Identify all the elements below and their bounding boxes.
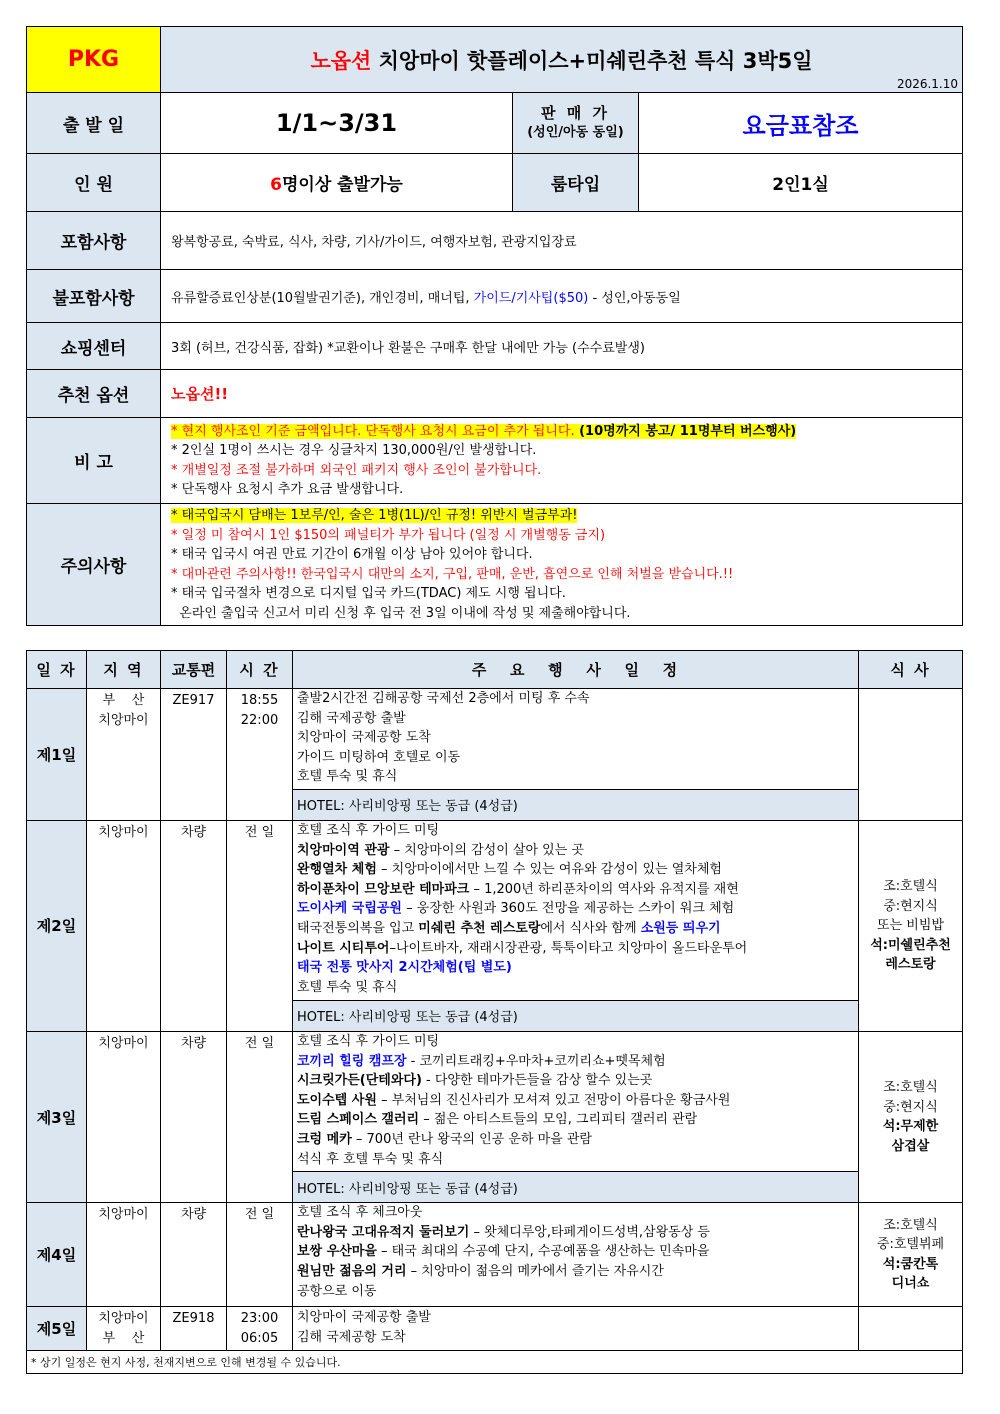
remarks-label: 비 고	[27, 418, 161, 504]
day1-time-1: 18:55	[240, 693, 279, 708]
day4-activity-3-desc: – 태국 최대의 수공예 단지, 수공예품을 생산하는 민속마을	[376, 1244, 710, 1260]
day1-activity-3: 치앙마이 국제공항 도착	[297, 730, 431, 746]
day4-activity-5: 공항으로 이동	[297, 1283, 377, 1299]
day3-region: 치앙마이	[87, 1031, 161, 1202]
day1-region-2: 치앙마이	[98, 713, 149, 728]
caution-1	[171, 506, 962, 526]
shopping-value: 3회 (허브, 건강식품, 잡화) *교환이나 환불은 구매후 한달 내에만 가능 (수수료발생)	[161, 323, 963, 370]
day3-activity-2	[297, 1052, 854, 1072]
caution-content	[161, 504, 963, 626]
day2-activity-7-desc: –나이트바자, 재래시장관광, 툭툭이타고 치앙마이 올드타운투어	[389, 940, 748, 956]
day3-meal-4: 삼겹살	[891, 1138, 930, 1154]
document-date: 2026.1.10	[896, 77, 959, 91]
remark-1-highlight: * 현지 행사조인 기준 금액입니다. 단독행사 요청시 요금이 추가 됩니다.	[171, 423, 575, 439]
col-schedule-header: 주 요 행 사 일 정	[293, 651, 859, 689]
day1-region-1: 부 산	[102, 693, 145, 708]
day2-region: 치앙마이	[87, 820, 161, 1031]
day3-activity-6	[297, 1130, 854, 1150]
day5-label: 제5일	[27, 1307, 87, 1351]
day3-meal-1: 조:호텔식	[883, 1080, 938, 1096]
day3-activity-6-title: 크렁 메카	[297, 1131, 352, 1147]
price-label: 판 매 가	[541, 104, 610, 122]
day5-activity-2: 김해 국제공항 도착	[297, 1329, 406, 1345]
departure-value: 1/1~3/31	[161, 93, 513, 154]
day3-activity-4	[297, 1091, 854, 1111]
day5-region-2: 부 산	[102, 1330, 145, 1346]
day5-activity-1: 치앙마이 국제공항 출발	[297, 1310, 431, 1326]
day2-activities	[293, 820, 859, 1000]
col-meal-header: 식 사	[859, 651, 963, 689]
day4-meal-1: 조:호텔식	[883, 1217, 938, 1233]
day2-activity-3-title: 완행열차 체험	[297, 862, 377, 878]
day4-activity-4-desc: – 치앙마이 젊음의 메카에서 즐기는 자유시간	[406, 1263, 664, 1279]
caution-4: * 대마관련 주의사항!! 한국입국시 대만의 소지, 구입, 판매, 운반, 흡연으로 인해 처벌을 받습니다.!!	[171, 566, 734, 582]
day4-meal-2: 중:호텔뷔페	[876, 1237, 945, 1253]
day2-activity-6-c: 에서 식사와 함께	[540, 920, 641, 936]
caution-5: * 태국 입국절차 변경으로 디지털 입국 카드(TDAC) 제도 시행 됩니다.	[171, 586, 566, 601]
day1-time	[227, 689, 293, 821]
col-transport-header: 교통편	[161, 651, 227, 689]
day4-activity-2-title: 란나왕국 고대유적지 둘러보기	[297, 1224, 470, 1240]
room-label: 룸타입	[513, 154, 639, 212]
day2-label: 제2일	[27, 820, 87, 1031]
pkg-badge: PKG	[27, 27, 161, 93]
day4-activity-3-title: 보쌍 우산마을	[297, 1244, 377, 1260]
day3-time: 전 일	[227, 1031, 293, 1202]
day2-activity-5-desc: – 웅장한 사원과 360도 전망을 제공하는 스카이 워크 체험	[402, 901, 735, 917]
day2-row	[27, 820, 963, 1000]
tour-title-text: 치앙마이 핫플레이스+미쉐린추천 특식 3박5일	[371, 48, 813, 73]
day2-activity-2	[297, 841, 854, 861]
day2-meal-1: 조:호텔식	[883, 879, 938, 895]
day2-activity-7	[297, 939, 854, 959]
day3-activities	[293, 1031, 859, 1171]
day1-activity-5: 호텔 투숙 및 휴식	[297, 769, 398, 785]
day2-activity-2-title: 치앙마이역 관광	[297, 842, 390, 858]
header-row	[27, 27, 963, 93]
col-region-header: 지 역	[87, 651, 161, 689]
day2-activity-4-desc: – 1,200년 하리푼차이의 역사와 유적지를 재현	[469, 881, 739, 897]
day1-hotel: HOTEL: 사리비앙핑 또는 동급 (4성급)	[293, 789, 859, 820]
people-value	[161, 154, 513, 212]
day3-meal-2: 중:현지식	[883, 1099, 938, 1115]
day4-transport: 차량	[161, 1203, 227, 1307]
day2-activity-2-desc: – 치앙마이의 감성이 살아 있는 곳	[389, 842, 584, 858]
day2-meal-3: 또는 비빔밥	[877, 918, 944, 934]
caution-2: * 일정 미 참여시 1인 $150의 패널티가 부가 됩니다 (일정 시 개별행동 금지)	[171, 527, 606, 543]
shopping-label: 쇼핑센터	[27, 323, 161, 370]
itinerary-table	[26, 650, 963, 1374]
day2-activity-5-title: 도이사케 국립공원	[297, 901, 402, 917]
day5-time	[227, 1307, 293, 1351]
shopping-row	[27, 323, 963, 370]
day4-meal	[859, 1203, 963, 1307]
day2-meal-2: 중:현지식	[883, 898, 938, 914]
day1-meal	[859, 689, 963, 821]
day3-activity-5	[297, 1110, 854, 1130]
day4-activity-2	[297, 1223, 854, 1243]
day5-transport: ZE918	[161, 1307, 227, 1351]
day5-activities	[293, 1307, 859, 1351]
day2-activity-5	[297, 899, 854, 919]
day5-meal	[859, 1307, 963, 1351]
day2-meal-4: 석:미쉘린추천	[870, 937, 951, 953]
footnote-row	[27, 1351, 963, 1374]
people-label: 인 원	[27, 154, 161, 212]
excluded-label: 불포함사항	[27, 270, 161, 323]
day3-activity-2-desc: - 코끼리트래킹+우마차+코끼리쇼+뗏목체험	[406, 1053, 666, 1069]
day3-activity-6-desc: – 700년 란나 왕국의 인공 운하 마을 관람	[351, 1131, 592, 1147]
people-min-count: 6	[270, 175, 282, 195]
day2-activity-7-title: 나이트 시티투어	[297, 940, 390, 956]
option-label: 추천 옵션	[27, 370, 161, 418]
remark-4: * 단독행사 요청시 추가 요금 발생합니다.	[171, 482, 404, 497]
day2-activity-3-desc: – 치앙마이에서만 느낄 수 있는 여유와 감성이 있는 열차체험	[376, 862, 722, 878]
day4-activities	[293, 1203, 859, 1307]
day5-region-1: 치앙마이	[98, 1310, 149, 1326]
col-time-header: 시 간	[227, 651, 293, 689]
day2-activity-4-title: 하이푼차이 므앙보란 테마파크	[297, 881, 470, 897]
day2-activity-8: 태국 전통 맛사지 2시간체험(팁 별도)	[297, 960, 512, 976]
day1-activity-4: 가이드 미팅하여 호텔로 이동	[297, 749, 461, 765]
day3-activity-1: 호텔 조식 후 가이드 미팅	[297, 1033, 440, 1049]
day3-activity-5-desc: – 젊은 아티스트들의 모임, 그리피티 갤러리 관람	[419, 1112, 698, 1128]
day5-time-1: 23:00	[240, 1310, 279, 1326]
excluded-text-c: - 성인,아동동일	[588, 290, 681, 306]
day4-meal-3: 석:쿰칸톡	[882, 1256, 939, 1272]
day4-label: 제4일	[27, 1203, 87, 1307]
day5-row	[27, 1307, 963, 1351]
room-value: 2인1실	[639, 154, 963, 212]
caution-1-text: * 태국입국시 담배는 1보루/인, 술은 1병(1L)/인 규정! 위반시 벌금부과!	[171, 508, 578, 523]
day2-meal	[859, 820, 963, 1031]
day3-activity-7: 석식 후 호텔 투숙 및 휴식	[297, 1151, 444, 1167]
day2-hotel: HOTEL: 사리비앙핑 또는 동급 (4성급)	[293, 1000, 859, 1031]
day3-activity-3-title: 시크릿가든(단테와다)	[297, 1073, 422, 1089]
day4-activity-3	[297, 1242, 854, 1262]
day3-activity-5-title: 드림 스페이스 갤러리	[297, 1112, 420, 1128]
day4-activity-1: 호텔 조식 후 체크아웃	[297, 1205, 423, 1221]
remark-3: * 개별일정 조절 불가하며 외국인 패키지 행사 조인이 불가합니다.	[171, 462, 542, 478]
remark-1-vehicle: (10명까지 봉고/ 11명부터 버스행사)	[574, 423, 797, 439]
excluded-text-a: 유류할증료인상분(10월발권기준), 개인경비, 매너팁,	[171, 290, 474, 306]
excluded-value	[161, 270, 963, 323]
itinerary-footnote: * 상기 일정은 현지 사정, 천재지변으로 인해 변경될 수 있습니다.	[27, 1351, 963, 1374]
day2-activity-6-d: 소원등 띄우기	[640, 920, 721, 936]
included-row	[27, 212, 963, 270]
day2-time: 전 일	[227, 820, 293, 1031]
day1-activities	[293, 689, 859, 790]
day4-activity-4-title: 원님만 젊음의 거리	[297, 1263, 407, 1279]
caution-3: * 태국 입국시 여권 만료 기간이 6개월 이상 남아 있어야 합니다.	[171, 547, 533, 562]
no-option-label: 노옵션	[310, 48, 372, 73]
day1-region	[87, 689, 161, 821]
day5-region	[87, 1307, 161, 1351]
day1-label: 제1일	[27, 689, 87, 821]
tour-summary-table	[26, 26, 963, 626]
departure-label: 출 발 일	[27, 93, 161, 154]
option-value: 노옵션!!	[161, 370, 963, 418]
day2-activity-1: 호텔 조식 후 가이드 미팅	[297, 822, 440, 838]
day3-activity-4-title: 도이수텝 사원	[297, 1092, 377, 1108]
itinerary-header-row	[27, 651, 963, 689]
departure-row	[27, 93, 963, 154]
day3-activity-3-desc: - 다양한 테마가든들을 감상 할수 있는곳	[421, 1073, 653, 1089]
col-day-header: 일 자	[27, 651, 87, 689]
day4-activity-4	[297, 1262, 854, 1282]
day4-row	[27, 1203, 963, 1307]
caution-label: 주의사항	[27, 504, 161, 626]
day2-activity-4	[297, 880, 854, 900]
day3-transport: 차량	[161, 1031, 227, 1202]
day3-activity-4-desc: – 부처님의 진신사리가 모셔져 있고 전망이 아름다운 황금사원	[376, 1092, 731, 1108]
option-row	[27, 370, 963, 418]
day4-time: 전 일	[227, 1203, 293, 1307]
remark-2: * 2인실 1명이 쓰시는 경우 싱글차지 130,000원/인 발생합니다.	[171, 443, 537, 458]
people-row	[27, 154, 963, 212]
day2-activity-6-b: 미쉐린 추천 레스토랑	[418, 920, 541, 936]
day2-activity-3	[297, 860, 854, 880]
day1-activity-2: 김해 국제공항 출발	[297, 710, 406, 726]
remarks-content	[161, 418, 963, 504]
day2-activity-6-a: 태국전통의복을 입고	[297, 920, 419, 936]
included-value: 왕복항공료, 숙박료, 식사, 차량, 기사/가이드, 여행자보험, 관광지입장료	[161, 212, 963, 270]
day1-transport: ZE917	[161, 689, 227, 821]
day2-activity-6	[297, 919, 854, 939]
day2-activity-9: 호텔 투숙 및 휴식	[297, 979, 398, 995]
excluded-row	[27, 270, 963, 323]
remarks-row	[27, 418, 963, 504]
people-value-text: 명이상 출발가능	[281, 175, 403, 195]
day2-meal-5: 레스토랑	[885, 957, 936, 973]
day3-meal-3: 석:무제한	[882, 1119, 939, 1135]
caution-6: 온라인 출입국 신고서 미리 신청 후 입국 전 3일 이내에 작성 및 제출해야합니다.	[171, 605, 631, 621]
included-label: 포함사항	[27, 212, 161, 270]
day3-meal	[859, 1031, 963, 1202]
remark-1	[171, 422, 962, 442]
day3-activity-3	[297, 1071, 854, 1091]
price-label-cell	[513, 93, 639, 154]
guide-tip-text: 가이드/기사팁($50)	[473, 290, 589, 306]
day4-activity-2-desc: – 왓체디루앙,타페게이드성벽,삼왕동상 등	[469, 1224, 710, 1240]
day4-region: 치앙마이	[87, 1203, 161, 1307]
day5-time-2: 06:05	[240, 1330, 279, 1346]
caution-row	[27, 504, 963, 626]
day3-hotel: HOTEL: 사리비앙핑 또는 동급 (4성급)	[293, 1172, 859, 1203]
day3-label: 제3일	[27, 1031, 87, 1202]
day1-time-2: 22:00	[240, 713, 279, 728]
day3-row	[27, 1031, 963, 1171]
price-value: 요금표참조	[639, 93, 963, 154]
day4-meal-4: 디너쇼	[891, 1276, 930, 1292]
day1-activity-1: 출발2시간전 김해공항 국제선 2층에서 미팅 후 수속	[297, 691, 590, 706]
day1-row	[27, 689, 963, 790]
day2-transport: 차량	[161, 820, 227, 1031]
day3-activity-2-title: 코끼리 힐링 캠프장	[297, 1053, 407, 1069]
price-sub-label: (성인/아동 동일)	[527, 125, 624, 140]
tour-title	[161, 27, 963, 93]
